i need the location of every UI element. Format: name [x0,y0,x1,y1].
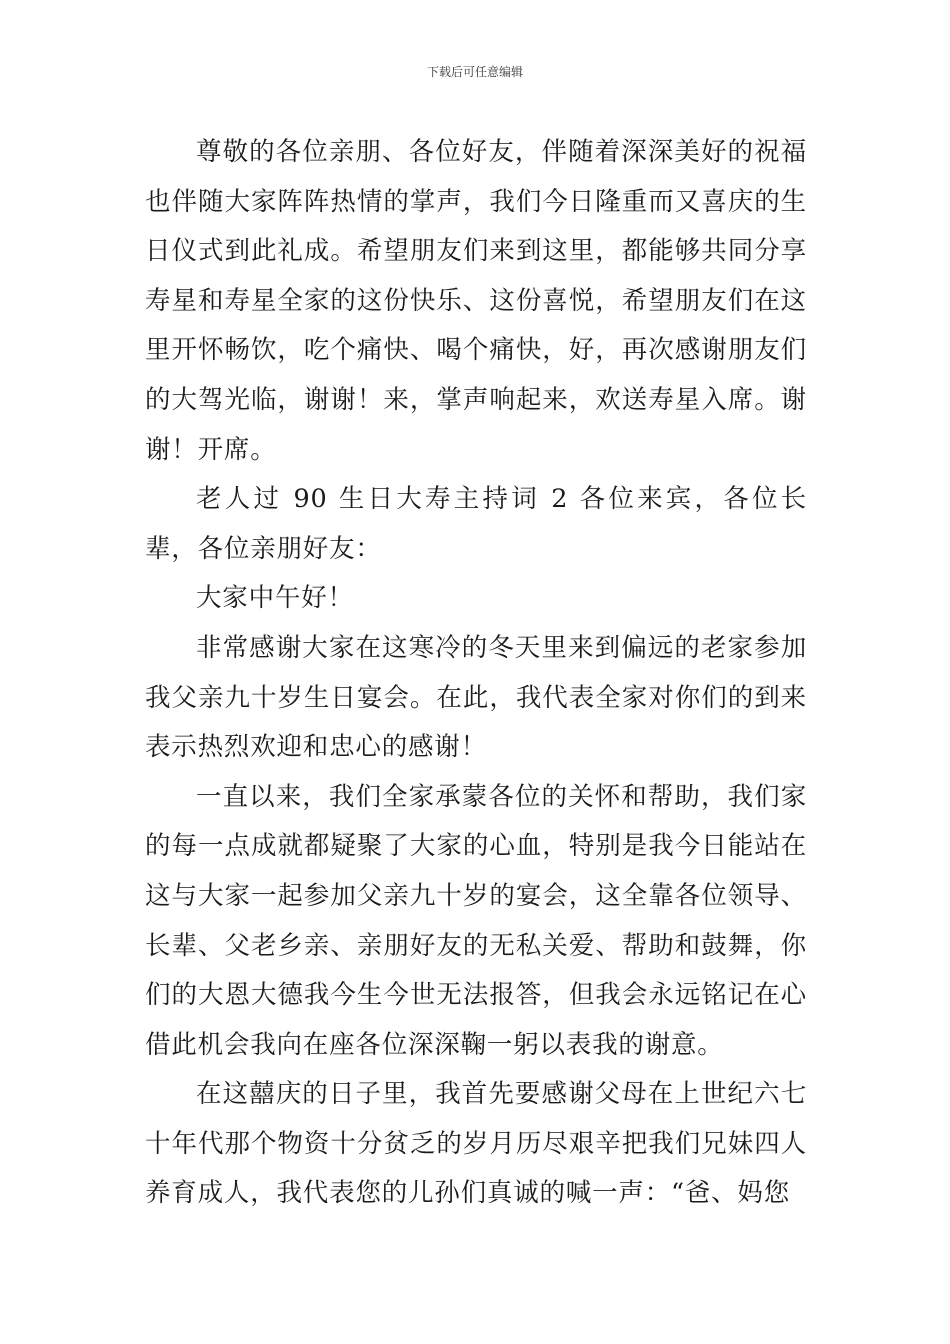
document-body [145,128,807,1219]
paragraph-parents: 在这囍庆的日子里，我首先要感谢父母在上世纪六七十年代那个物资十分贫乏的岁月历尽艰辛把我们兄妹四人养育成人，我代表您的儿孙们真诚的喊一声：“爸、妈您 [145,1079,807,1209]
paragraph-speech-title: 老人过 90 生日大寿主持词 2 各位来宾，各位长辈，各位亲朋好友： [145,484,807,564]
paragraph-thanks: 非常感谢大家在这寒冷的冬天里来到偏远的老家参加我父亲九十岁生日宴会。在此，我代表全家对你们的到来表示热烈欢迎和忠心的感谢！ [145,632,807,763]
paragraph-gratitude: 一直以来，我们全家承蒙各位的关怀和帮助，我们家的每一点成就都疑聚了大家的心血，特别是我今日能站在这与大家一起参加父亲九十岁的宴会，这全靠各位领导、长辈、父老乡亲、亲朋好友的无私关爱、帮助和鼓舞，你们的大恩大德我今生今世无法报答，但我会永远铭记在心借此机会我向在座各位深深鞠一躬以表我的谢意。 [145,781,807,1060]
page-header: 下载后可任意编辑 [426,65,523,79]
paragraph-greeting: 大家中午好！ [196,583,354,614]
paragraph-closing-remarks: 尊敬的各位亲朋、各位好友，伴随着深深美好的祝福也伴随大家阵阵热情的掌声，我们今日隆重而又喜庆的生日仪式到此礼成。希望朋友们来到这里，都能够共同分享寿星和寿星全家的这份快乐、这份喜悦，希望朋友们在这里开怀畅饮，吃个痛快、喝个痛快，好，再次感谢朋友们的大驾光临，谢谢！来，掌声响起来，欢送寿星入席。谢谢！开席。 [145,137,807,465]
